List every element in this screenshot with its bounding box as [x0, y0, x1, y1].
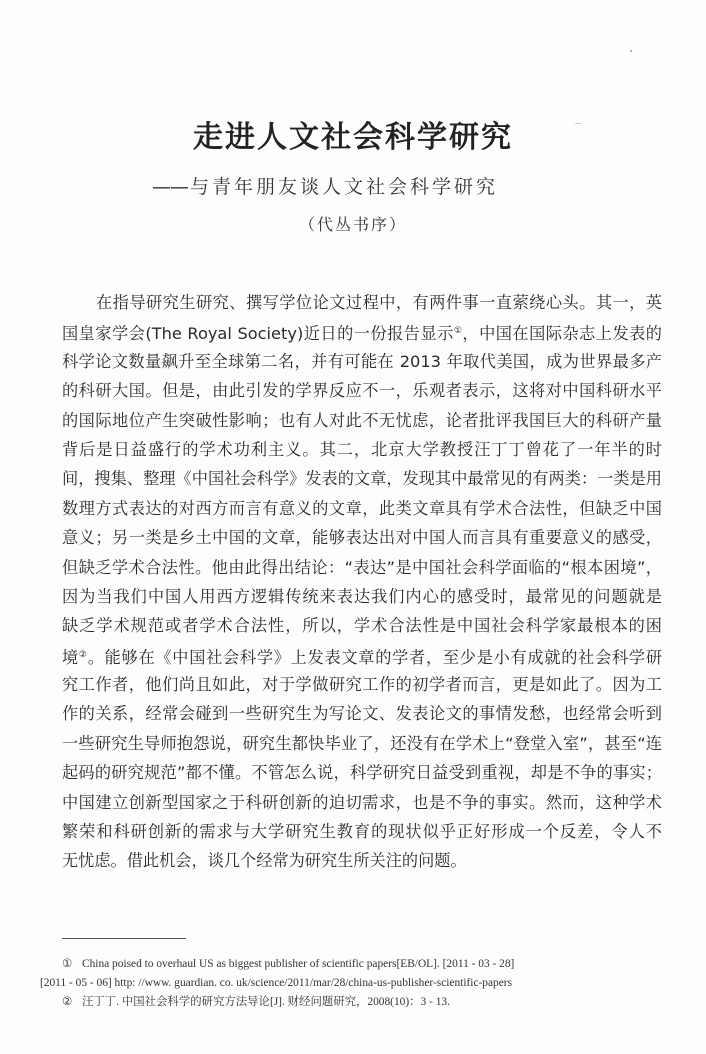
- series-preface-note: （代丛书序）: [298, 215, 407, 234]
- scan-speck: [630, 50, 632, 52]
- body-line: 无忧虑。借此机会，谈几个经常为研究生所关注的问题。: [62, 851, 467, 871]
- body-line: 缺乏学术规范或者学术合法性，所以，学术合法性是中国社会科学家最根本的困: [62, 616, 662, 636]
- footnote-2-text: 汪丁丁. 中国社会科学的研究方法导论[J]. 财经问题研究，2008(10)：3 - 13.: [82, 996, 450, 1008]
- body-line: 背后是日益盛行的学术功利主义。其二，北京大学教授汪丁丁曾花了一年半的时: [62, 439, 662, 459]
- body-line: 意义；另一类是乡土中国的文章，能够表达出对中国人而言具有重要意义的感受，: [62, 528, 662, 548]
- body-line: 因为当我们中国人用西方逻辑传统来表达我们内心的感受时，最常见的问题就是: [62, 586, 662, 606]
- page-subtitle: [152, 172, 552, 199]
- body-line: 一些研究生导师抱怨说，研究生都快毕业了，还没有在学术上“登堂入室”，甚至“连: [62, 733, 662, 753]
- body-line: [62, 317, 662, 346]
- body-line: 但缺乏学术合法性。他由此得出结论：“表达”是中国社会科学面临的“根本困境”，: [62, 557, 662, 577]
- body-paragraph: [62, 288, 662, 876]
- footnote-ref-2[interactable]: ②: [78, 649, 88, 660]
- footnote-1: [40, 955, 680, 974]
- footnote-1-mark: ①: [62, 958, 73, 970]
- body-line: 作的关系，经常会碰到一些研究生为写论文、发表论文的事情发愁，也经常会听到: [62, 704, 662, 724]
- subtitle-text: 与青年朋友谈人文社会科学研究: [190, 176, 499, 198]
- body-line-text: 境: [62, 647, 79, 667]
- body-line: 的国际地位产生突破性影响；也有人对此不无忧虑，论者批评我国巨大的科研产量: [62, 410, 662, 430]
- page-title: 走进人文社会科学研究: [193, 120, 513, 155]
- body-line: 的科研大国。但是，由此引发的学界反应不一，乐观者表示，这将对中国科研水平: [62, 381, 662, 401]
- body-line-text: 。能够在《中国社会科学》上发表文章的学者，至少是小有成就的社会科学研: [87, 647, 662, 667]
- scan-speck: [575, 123, 581, 124]
- footnote-2-mark: ②: [62, 996, 73, 1008]
- footnotes: [40, 955, 680, 1012]
- body-line: [62, 641, 662, 670]
- body-line-text: 国皇家学会(The Royal Society)近日的一份报告显示: [62, 324, 454, 344]
- body-line: 起码的研究规范”都不懂。不管怎么说，科学研究日益受到重视，却是不争的事实；: [62, 763, 662, 783]
- subtitle-dash: ——: [152, 176, 188, 198]
- body-line-text: ，中国在国际杂志上发表的: [462, 324, 662, 344]
- footnote-1-text: China poised to overhaul US as biggest publisher of scientific papers[EB/OL]. [2011 - 03 - 28]: [82, 958, 515, 970]
- body-line: 究工作者，他们尚且如此，对于学做研究工作的初学者而言，更是如此了。因为工: [62, 675, 662, 695]
- footnote-divider: [62, 938, 186, 939]
- body-line: 间，搜集、整理《中国社会科学》发表的文章，发现其中最常见的有两类：一类是用: [62, 469, 662, 489]
- body-line: 在指导研究生研究、撰写学位论文过程中，有两件事一直萦绕心头。其一，英: [96, 293, 662, 312]
- footnote-2: [40, 993, 680, 1012]
- body-line: 科学论文数量飙升至全球第二名，并有可能在 2013 年取代美国，成为世界最多产: [62, 351, 662, 371]
- body-line: 数理方式表达的对西方而言有意义的文章，此类文章具有学术合法性，但缺乏中国: [62, 498, 662, 518]
- body-line: 中国建立创新型国家之于科研创新的迫切需求，也是不争的事实。然而，这种学术: [62, 792, 662, 812]
- footnote-1-continuation: [2011 - 05 - 06] http: //www. guardian. co. uk/science/2011/mar/28/china-us-publisher-scientific-papers: [40, 977, 513, 989]
- footnote-ref-1[interactable]: ①: [453, 326, 463, 337]
- body-line: 繁荣和科研创新的需求与大学研究生教育的现状似乎正好形成一个反差，令人不: [62, 822, 662, 842]
